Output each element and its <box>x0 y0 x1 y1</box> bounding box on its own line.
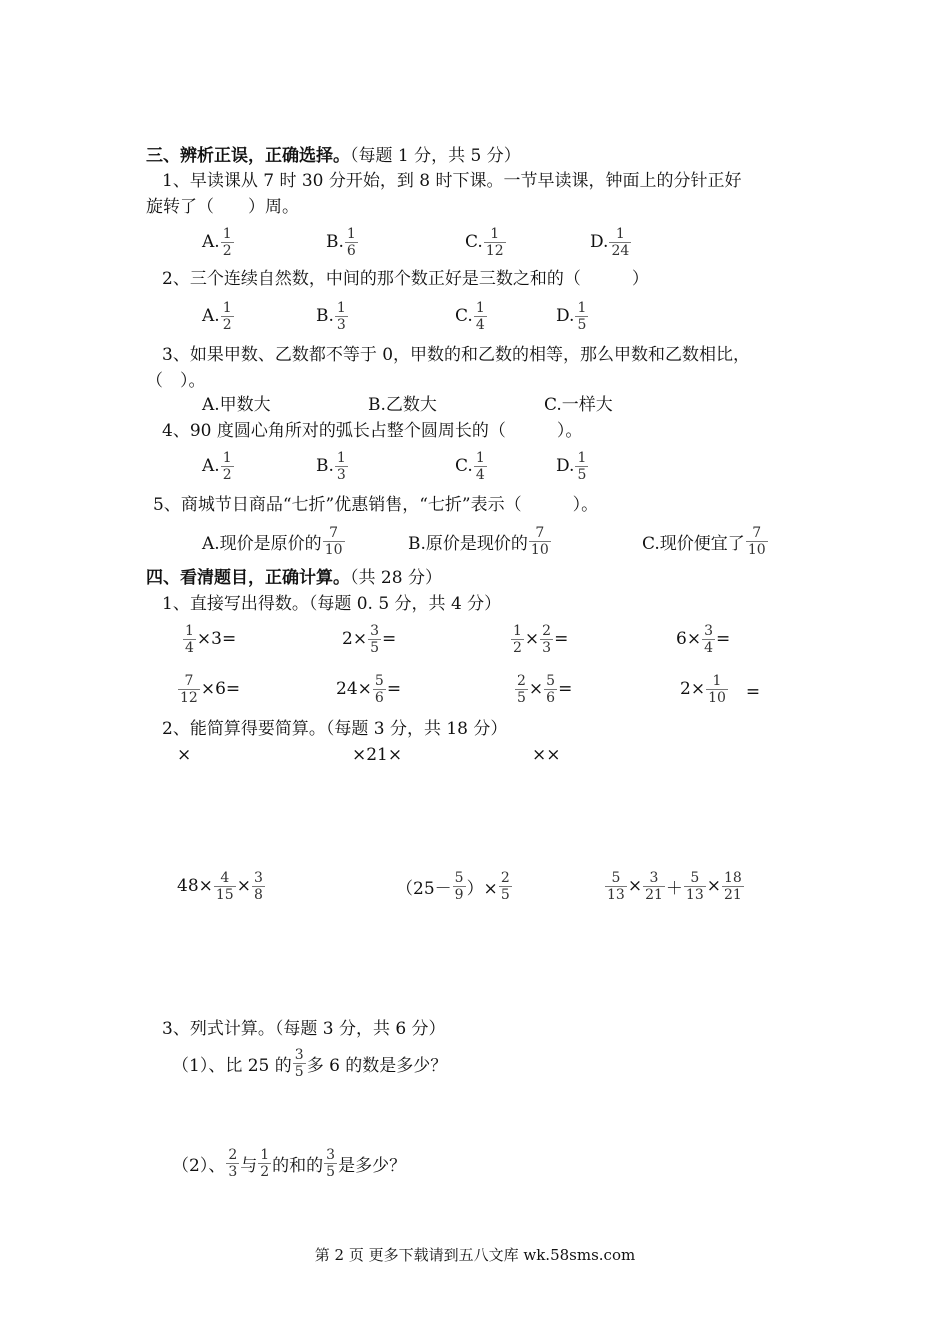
section4-heading <box>146 567 442 589</box>
q1-line1: 1、早读课从 7 时 30 分开始，到 8 时下课。一节早读课，钟面上的分针正好 <box>162 171 742 191</box>
q1-option-c: C. $\frac{1}{12}$ <box>465 225 504 259</box>
q2-option-c: C. $\frac{1}{4}$ <box>455 299 485 333</box>
p1-title: 1、直接写出得数。（每题 0. 5 分，共 4 分） <box>162 594 502 614</box>
calc-item-2: 2× $\frac{3}{5}$ = <box>342 622 397 656</box>
q3-line1: 3、如果甲数、乙数都不等于 0，甲数的和乙数的相等，那么甲数和乙数相比， <box>162 345 751 365</box>
simplify-row1-item3: ×× <box>532 745 561 765</box>
q1-line2: 旋转了（ ）周。 <box>146 197 299 217</box>
q4-option-c: C. $\frac{1}{4}$ <box>455 449 485 483</box>
calc-item-8: 2× $\frac{1}{10}$ = <box>680 672 761 706</box>
simplify-row1-item1: × <box>177 745 192 765</box>
calc-item-5: $\frac{7}{12}$ ×6= <box>180 672 241 706</box>
simplify-expr-1: 48× $\frac{4}{15}$ × $\frac{3}{8}$ <box>177 869 263 903</box>
section4-note: （共 28 分） <box>350 568 442 588</box>
q4-option-a: A. $\frac{1}{2}$ <box>202 449 232 483</box>
calc-item-1: $\frac{1}{4}$ ×3= <box>185 622 237 656</box>
q5-option-c: C.现价便宜了 $\frac{7}{10}$ <box>642 524 766 558</box>
q1-option-b: B. $\frac{1}{6}$ <box>326 225 356 259</box>
q5-option-a: A.现价是原价的 $\frac{7}{10}$ <box>202 524 343 558</box>
q4-text: 4、90 度圆心角所对的弧长占整个圆周长的（ ）。 <box>162 421 583 441</box>
calc-item-4: 6× $\frac{3}{4}$ = <box>676 622 731 656</box>
q1-option-d: D. $\frac{1}{24}$ <box>590 225 630 259</box>
q4-option-d: D. $\frac{1}{5}$ <box>556 449 587 483</box>
q2-option-b: B. $\frac{1}{3}$ <box>316 299 346 333</box>
section4-title: 四、看清题目，正确计算。 <box>146 568 350 588</box>
simplify-row1-item2: ×21× <box>352 745 403 765</box>
q2-text: 2、三个连续自然数，中间的那个数正好是三数之和的（ ） <box>162 269 649 289</box>
section3-title: 三、辨析正误，正确选择。 <box>146 146 350 166</box>
p3-title: 3、列式计算。（每题 3 分，共 6 分） <box>162 1019 446 1039</box>
q2-option-a: A. $\frac{1}{2}$ <box>202 299 232 333</box>
calc-item-6: 24× $\frac{5}{6}$ = <box>336 672 402 706</box>
simplify-expr-2: （25－ $\frac{5}{9}$ ）× $\frac{2}{5}$ <box>396 869 510 903</box>
calc-item-7: $\frac{2}{5}$ × $\frac{5}{6}$ = <box>517 672 573 706</box>
section3-note: （每题 1 分，共 5 分） <box>350 146 521 166</box>
q5-text: 5、商城节日商品“七折”优惠销售，“七折”表示（ ）。 <box>153 495 599 515</box>
q5-option-b: B.原价是现价的 $\frac{7}{10}$ <box>408 524 549 558</box>
p2-title: 2、能简算得要简算。（每题 3 分，共 18 分） <box>162 719 508 739</box>
q3-option-a: A.甲数大 <box>202 395 271 415</box>
word-problem-1: （1）、比 25 的 $\frac{3}{5}$ 多 6 的数是多少？ <box>172 1046 448 1080</box>
q1-option-a: A. $\frac{1}{2}$ <box>202 225 232 259</box>
section3-heading <box>146 145 521 167</box>
q3-line2: （ ）。 <box>146 371 206 391</box>
q2-option-d: D. $\frac{1}{5}$ <box>556 299 587 333</box>
page-footer: 第 2 页 更多下载请到五八文库 wk.58sms.com <box>314 1246 636 1264</box>
q3-option-b: B.乙数大 <box>368 395 437 415</box>
q3-option-c: C.一样大 <box>544 395 613 415</box>
q4-option-b: B. $\frac{1}{3}$ <box>316 449 346 483</box>
calc-item-3: $\frac{1}{2}$ × $\frac{2}{3}$ = <box>513 622 569 656</box>
word-problem-2: （2）、 $\frac{2}{3}$ 与 $\frac{1}{2}$ 的和的 $\frac{3}{5}$ 是多少？ <box>172 1146 407 1180</box>
simplify-expr-3: $\frac{5}{13}$ × $\frac{3}{21}$ ＋ $\frac{5}{13}$ × $\frac{18}{21}$ <box>607 869 742 903</box>
